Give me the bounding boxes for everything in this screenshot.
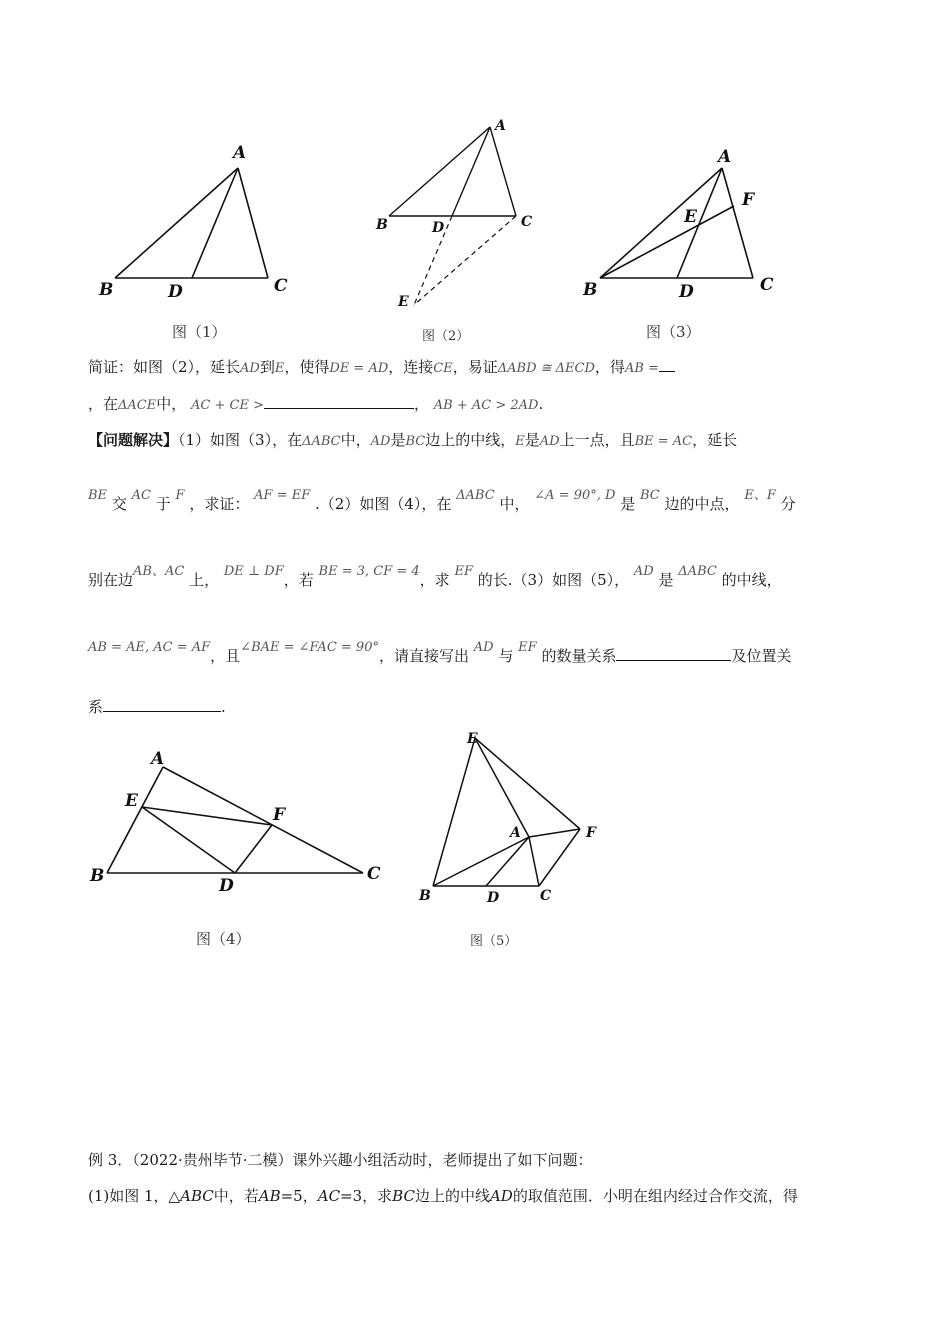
- proof-line-2: ，在ΔACE中， AC + CE > ， AB + AC > 2AD.: [88, 395, 544, 413]
- answer-blank[interactable]: [264, 394, 414, 409]
- point-d-label: D: [168, 282, 183, 302]
- point-f-label: F: [742, 190, 755, 210]
- point-a-label: A: [495, 118, 506, 134]
- point-d-label: D: [679, 282, 694, 302]
- point-a-label: A: [233, 143, 247, 163]
- problem-line-3: 别在边AB、AC 上， DE ⊥ DF，若 BE = 3, CF = 4，求 EF 的长.（3）如图（5）， AD 是 ΔABC 的中线，: [88, 564, 782, 589]
- answer-blank[interactable]: [103, 697, 221, 712]
- point-a-label: A: [510, 825, 521, 841]
- point-d-label: D: [432, 220, 445, 236]
- figure-5-diagram: [415, 725, 615, 915]
- figure-4: [85, 745, 395, 895]
- figure-5-caption: 图（5）: [470, 934, 518, 949]
- figure-2: [372, 115, 552, 315]
- figure-1-caption: 图（1）: [172, 323, 227, 341]
- figure-4-caption: 图（4）: [196, 930, 251, 948]
- point-c-label: C: [274, 276, 288, 296]
- figure-1-diagram: [95, 140, 305, 310]
- figure-2-caption: 图（2）: [422, 329, 470, 344]
- figure-3: [580, 140, 780, 310]
- point-a-label: A: [718, 147, 732, 167]
- point-e-label: E: [125, 791, 138, 811]
- example-3-line-2: (1)如图 1，△ABC中，若AB=5，AC=3，求BC边上的中线AD的取值范围．小明在组内经过合作交流，得: [88, 1187, 798, 1205]
- problem-line-2: BE 交 AC 于 F ，求证： AF = EF .（2）如图（4），在 ΔABC 中， ∠A = 90°, D 是 BC 边的中点， E、F 分: [88, 488, 796, 513]
- figure-4-diagram: [85, 745, 395, 895]
- point-e-label: E: [398, 294, 409, 310]
- point-b-label: B: [376, 217, 388, 233]
- figure-1: [95, 140, 305, 310]
- point-b-label: B: [583, 280, 598, 300]
- example-3-line-1: 例 3．（2022·贵州毕节·二模）课外兴趣小组活动时，老师提出了如下问题：: [88, 1151, 593, 1169]
- point-b-label: B: [99, 280, 114, 300]
- point-c-label: C: [760, 275, 774, 295]
- proof-line-1: 简证：如图（2），延长AD到E，使得DE = AD，连接CE，易证ΔABD ≅ ΔECD，得AB =: [88, 357, 675, 379]
- figure-2-diagram: [372, 115, 552, 315]
- point-a-label: A: [151, 749, 165, 769]
- point-d-label: D: [219, 876, 234, 896]
- answer-blank[interactable]: [659, 357, 675, 372]
- answer-blank[interactable]: [616, 646, 731, 661]
- point-e-label: E: [467, 731, 478, 747]
- point-b-label: B: [90, 866, 105, 886]
- point-f-label: F: [586, 825, 596, 841]
- figure-3-diagram: [580, 140, 780, 310]
- point-b-label: B: [419, 888, 431, 904]
- problem-line-4: AB = AE, AC = AF，且∠BAE = ∠FAC = 90°，请直接写出 AD 与 EF 的数量关系 及位置关: [88, 640, 792, 665]
- point-c-label: C: [521, 214, 533, 230]
- point-d-label: D: [487, 890, 500, 906]
- problem-line-1: 【问题解决】（1）如图（3），在ΔABC中，AD是BC边上的中线，E是AD上一点，且BE = AC，延长: [88, 431, 738, 449]
- point-f-label: F: [273, 805, 286, 825]
- point-c-label: C: [367, 864, 381, 884]
- problem-line-5: 系 .: [88, 698, 226, 716]
- point-e-label: E: [684, 207, 697, 227]
- point-c-label: C: [540, 888, 552, 904]
- figure-3-caption: 图（3）: [646, 323, 701, 341]
- figure-5: [415, 725, 615, 915]
